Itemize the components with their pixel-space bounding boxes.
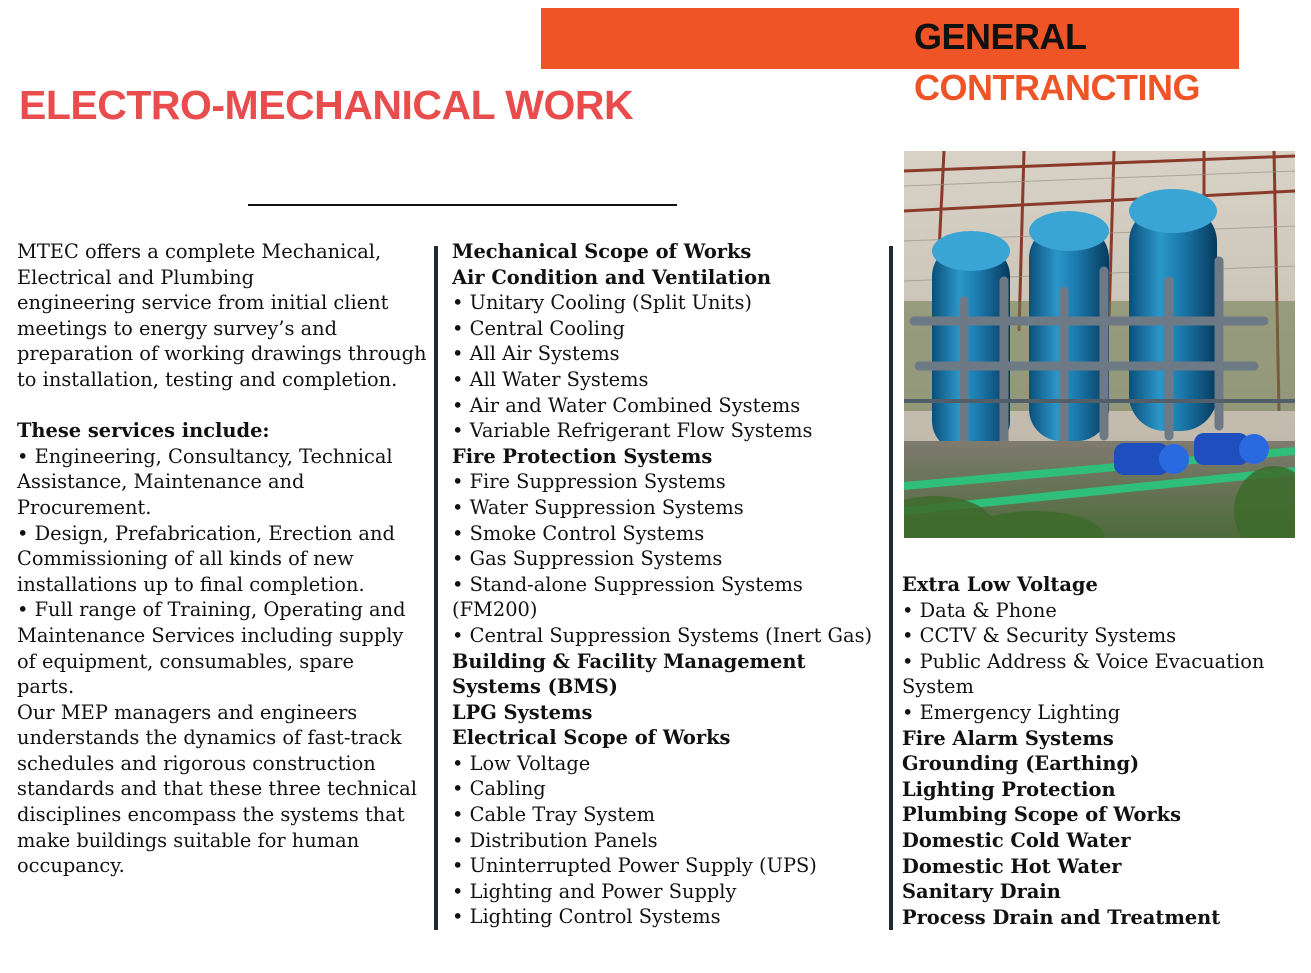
text-line: • Design, Prefabrication, Erection and [17,521,395,545]
list-item: • CCTV & Security Systems [902,624,1177,648]
list-item: • Central Suppression Systems (Inert Gas) [452,623,873,647]
intro-paragraph [17,239,432,393]
closing-paragraph [17,700,432,879]
list-item: • Fire Suppression Systems [452,470,726,494]
column-divider-left [434,246,438,930]
text-line: installations up to final completion. [17,572,365,596]
text-line: parts. [17,675,75,699]
section-heading: Extra Low Voltage [902,573,1098,596]
water-treatment-tanks-photo [904,151,1295,538]
text-line: standards and that these three technical [17,777,417,801]
section-heading: Air Condition and Ventilation [452,265,772,289]
list-item: (FM200) [452,598,538,622]
section-heading: Sanitary Drain [902,880,1061,904]
text-line: understands the dynamics of fast-track [17,726,402,750]
list-item: • Water Suppression Systems [452,495,744,519]
column-divider-right [889,246,893,930]
section-heading: Plumbing Scope of Works [902,803,1182,827]
list-item: • Lighting and Power Supply [452,879,737,903]
text-line: Assistance, Maintenance and [17,470,305,494]
text-line: MTEC offers a complete Mechanical, [17,240,382,263]
brand-line-contracting: CONTRANCTING [914,67,1200,108]
text-line: • Engineering, Consultancy, Technical [17,444,393,468]
text-line: to installation, testing and completion. [17,367,398,391]
text-line: Procurement. [17,495,152,519]
mechanical-electrical-scope [452,239,882,930]
section-heading: Fire Alarm Systems [902,726,1114,750]
text-line: schedules and rigorous construction [17,751,376,775]
text-line: engineering service from initial client [17,291,389,315]
text-line: Our MEP managers and engineers [17,700,358,724]
list-item: • Cabling [452,777,546,801]
section-heading: Domestic Cold Water [902,828,1131,852]
list-item: • Uninterrupted Power Supply (UPS) [452,854,817,878]
services-list [17,444,432,700]
text-line: Maintenance Services including supply [17,623,404,647]
list-item: • Gas Suppression Systems [452,547,723,571]
page-title: ELECTRO-MECHANICAL WORK [19,82,634,128]
list-item: • All Air Systems [452,342,620,366]
text-line: Electrical and Plumbing [17,265,255,289]
text-line: • Full range of Training, Operating and [17,598,406,622]
text-line: of equipment, consumables, spare [17,649,354,673]
section-heading: Building & Facility Management [452,649,806,673]
section-heading: Electrical Scope of Works [452,726,731,750]
brand-line-general: GENERAL [914,16,1087,57]
list-item: • Emergency Lighting [902,700,1121,724]
list-item: • Lighting Control Systems [452,905,721,929]
list-item: • Stand-alone Suppression Systems [452,572,803,596]
header-accent-bar [541,8,1239,69]
text-line: disciplines encompass the systems that [17,803,405,827]
intro-column [17,239,432,879]
section-heading: Lighting Protection [902,777,1116,801]
list-item: • Variable Refrigerant Flow Systems [452,419,813,443]
list-item: • Low Voltage [452,751,591,775]
section-heading: Mechanical Scope of Works [452,240,752,263]
list-item: • Public Address & Voice Evacuation [902,649,1265,673]
section-heading: Domestic Hot Water [902,854,1122,878]
list-item: • Unitary Cooling (Split Units) [452,291,752,315]
text-line: meetings to energy survey’s and [17,316,338,340]
title-underline [248,204,677,206]
list-item: • Air and Water Combined Systems [452,393,801,417]
text-line: preparation of working drawings through [17,342,427,366]
section-heading: Process Drain and Treatment [902,905,1221,929]
list-item: • Distribution Panels [452,828,658,852]
text-line: Commissioning of all kinds of new [17,547,354,571]
section-heading: Fire Protection Systems [452,444,713,468]
section-heading: LPG Systems [452,700,593,724]
list-item: • Cable Tray System [452,803,655,827]
low-voltage-plumbing-scope [902,572,1302,930]
list-item: System [902,675,974,699]
text-line: occupancy. [17,854,125,878]
list-item: • All Water Systems [452,367,649,391]
section-heading: Grounding (Earthing) [902,752,1140,776]
list-item: • Central Cooling [452,316,625,340]
text-line: make buildings suitable for human [17,828,360,852]
paragraph-spacer [17,393,432,419]
list-item: • Smoke Control Systems [452,521,705,545]
section-heading: Systems (BMS) [452,675,618,699]
services-heading: These services include: [17,419,270,443]
list-item: • Data & Phone [902,598,1057,622]
